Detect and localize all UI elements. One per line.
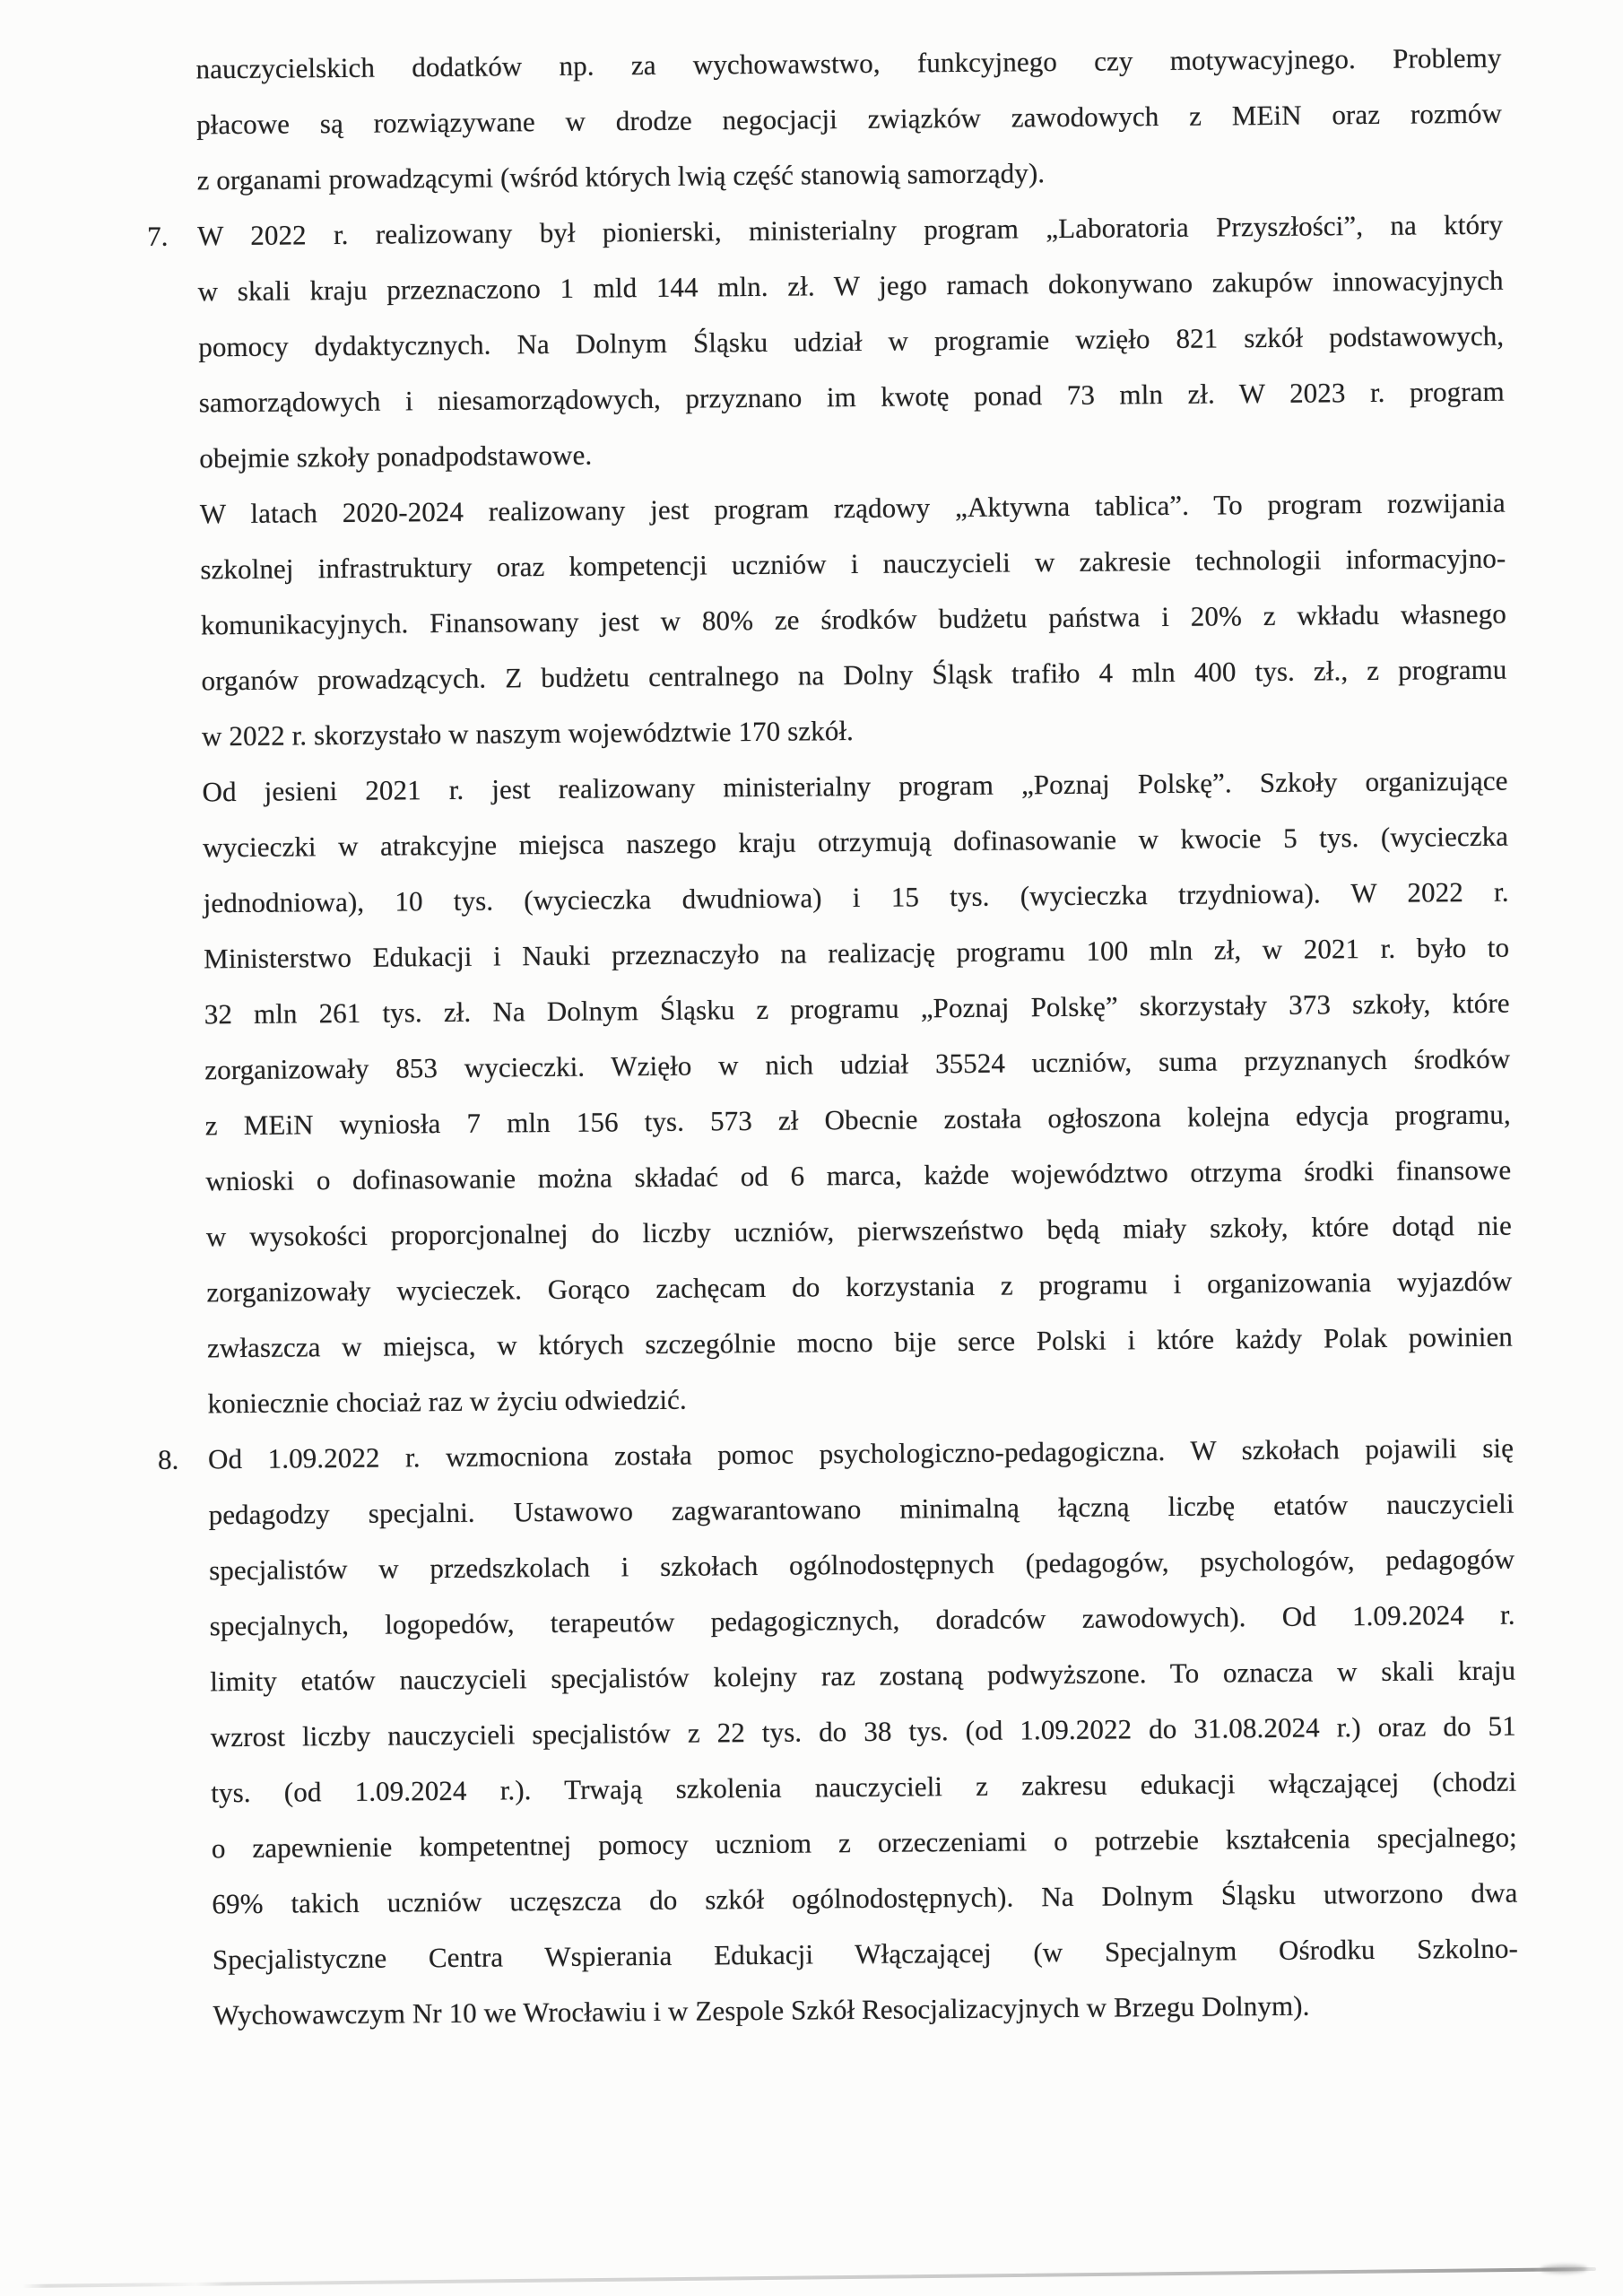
text-line: specjalistów w przedszkolach i szkołach ogólnodostępnych (pedagogów, psychologów, pedagogów (209, 1543, 1515, 1587)
text-line: w wysokości proporcjonalnej do liczby uczniów, pierwszeństwo będą miały szkoły, które dotąd nie (205, 1209, 1513, 1253)
text-line: w 2022 r. skorzystało w naszym województwie 170 szkół. (201, 715, 855, 752)
text-line: o zapewnienie kompetentnej pomocy uczniom z orzeczeniami o potrzebie kształcenia specjalnego; (211, 1821, 1517, 1865)
text-line: Specjalistyczne Centra Wspierania Edukacji Włączającej (w Specjalnym Ośrodku Szkolno- (212, 1932, 1519, 1976)
text-line: z MEiN wyniosła 7 mln 156 tys. 573 zł Obecnie została ogłoszona kolejna edycja programu, (204, 1098, 1511, 1142)
text-line: koniecznie chociaż raz w życiu odwiedzić. (207, 1383, 687, 1420)
list-item-number: 7. (147, 220, 169, 252)
text-line: organów prowadzących. Z budżetu centralnego na Dolny Śląsk trafiło 4 mln 400 tys. zł., z programu (201, 653, 1507, 697)
text-line: W latach 2020-2024 realizowany jest program rządowy „Aktywna tablica”. To program rozwijania (199, 486, 1506, 530)
paragraph-block (200, 475, 1508, 765)
text-line: Wychowawczym Nr 10 we Wrocławiu i w Zespole Szkół Resocjalizacyjnych w Brzegu Dolnym). (213, 1989, 1310, 2031)
text-line: W 2022 r. realizowany był pionierski, ministerialny program „Laboratoria Przyszłości”, na który (197, 208, 1504, 252)
text-line: pedagodzy specjalni. Ustawowo zagwarantowano minimalną łączną liczbę etatów nauczycieli (208, 1487, 1515, 1531)
text-line: samorządowych i niesamorządowych, przyznano im kwotę ponad 73 mln zł. W 2023 r. program (198, 375, 1505, 419)
scan-streak-artifact (22, 2267, 1596, 2288)
text-line: szkolnej infrastruktury oraz kompetencji uczniów i nauczycieli w zakresie technologii informacyjno- (200, 542, 1506, 586)
text-line: płacowe są rozwiązywane w drodze negocjacji związków zawodowych z MEiN oraz rozmów (195, 97, 1503, 141)
text-line: wycieczki w atrakcyjne miejsca naszego kraju otrzymują dofinasowanie w kwocie 5 tys. (wycieczka (202, 820, 1509, 864)
text-line: zorganizowały wycieczek. Gorąco zachęcam do korzystania z programu i organizowania wyjazdów (206, 1265, 1513, 1309)
text-line: zorganizowały 853 wycieczki. Wzięło w nich udział 35524 uczniów, suma przyznanych środków (204, 1042, 1511, 1086)
text-line: wnioski o dofinasowanie można składać od 6 marca, każde województwo otrzyma środki finansowe (205, 1153, 1512, 1197)
text-line: 32 mln 261 tys. zł. Na Dolnym Śląsku z programu „Poznaj Polskę” skorzystały 373 szkoły, które (204, 987, 1510, 1031)
list-item-number: 8. (157, 1443, 179, 1475)
text-line: komunikacyjnych. Finansowany jest w 80% ze środków budżetu państwa i 20% z wkładu własnego (200, 597, 1507, 641)
text-line: nauczycielskich dodatków np. za wychowawstwo, funkcyjnego czy motywacyjnego. Problemy (195, 41, 1502, 85)
text-line: pomocy dydaktycznych. Na Dolnym Śląsku udział w programie wzięło 821 szkół podstawowych, (198, 319, 1505, 363)
text-line: w skali kraju przeznaczono 1 mld 144 mln. zł. W jego ramach dokonywano zakupów innowacyjnych (197, 264, 1504, 308)
paragraph-block (147, 197, 1506, 487)
text-line: wzrost liczby nauczycieli specjalistów z 22 tys. do 38 tys. (od 1.09.2022 do 31.08.2024 r.) oraz do 51 (210, 1709, 1516, 1753)
paragraph-block (157, 1421, 1519, 2044)
text-line: jednodniowa), 10 tys. (wycieczka dwudniowa) i 15 tys. (wycieczka trzydniowa). W 2022 r. (203, 875, 1509, 919)
text-line: specjalnych, logopedów, terapeutów pedagogicznych, doradców zawodowych). Od 1.09.2024 r. (209, 1598, 1515, 1642)
text-line: z organami prowadzącymi (wśród których lwią część stanowią samorządy). (196, 157, 1046, 196)
document-text (147, 30, 1519, 2044)
text-line: obejmie szkoły ponadpodstawowe. (199, 439, 593, 474)
text-line: 69% takich uczniów uczęszcza do szkół ogólnodostępnych). Na Dolnym Śląsku utworzono dwa (212, 1876, 1518, 1920)
text-line: Od 1.09.2022 r. wzmocniona została pomoc psychologiczno-pedagogiczna. W szkołach pojawili się (207, 1431, 1515, 1475)
text-line: Ministerstwo Edukacji i Nauki przeznaczyło na realizację programu 100 mln zł, w 2021 r. było to (204, 931, 1510, 975)
paragraph-block (202, 753, 1513, 1432)
text-line: limity etatów nauczycieli specjalistów kolejny raz zostaną podwyższone. To oznacza w skali kraju (210, 1654, 1516, 1698)
paragraph-block (195, 30, 1503, 209)
text-line: tys. (od 1.09.2024 r.). Trwają szkolenia nauczycieli z zakresu edukacji włączającej (chodzi (211, 1765, 1517, 1809)
text-line: zwłaszcza w miejsca, w których szczególnie mocno bije serce Polski i które każdy Polak powinien (206, 1320, 1514, 1364)
text-line: Od jesieni 2021 r. jest realizowany ministerialny program „Poznaj Polskę”. Szkoły organizujące (202, 764, 1508, 808)
